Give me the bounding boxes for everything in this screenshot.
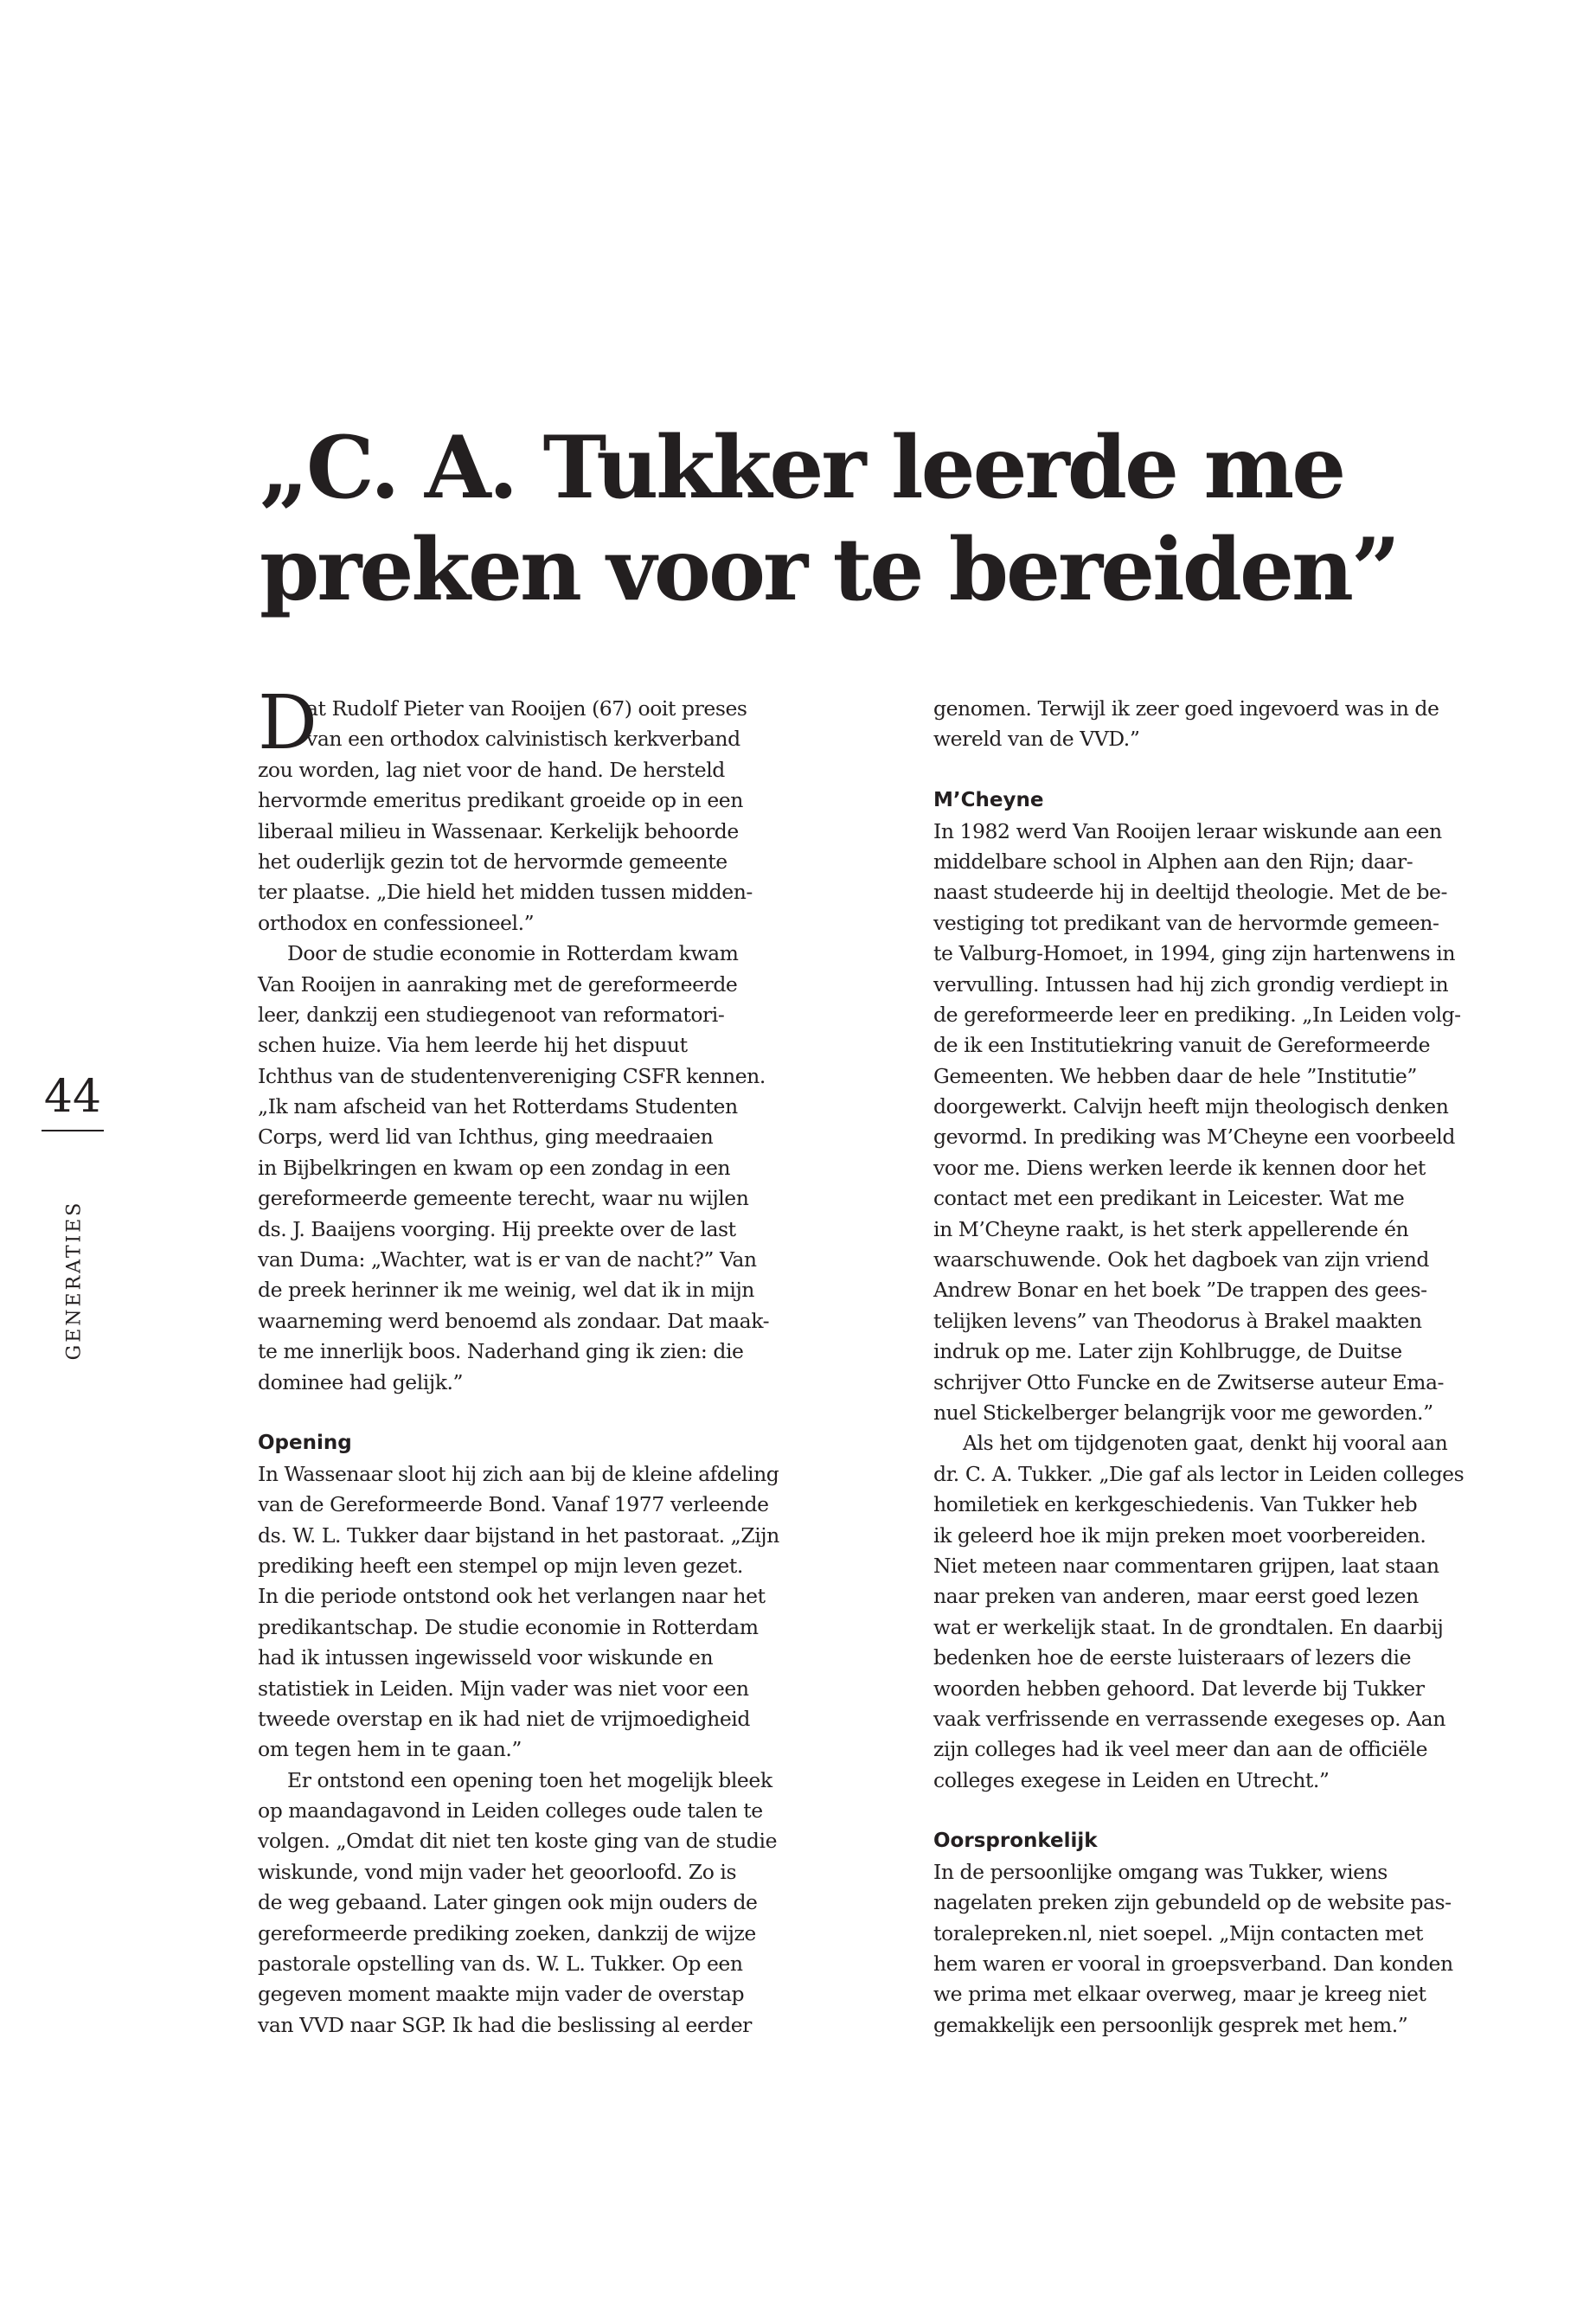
- text-line: leer, dankzij een studiegenoot van reformatori-: [258, 1002, 725, 1027]
- text-line: naar preken van anderen, maar eerst goed lezen: [933, 1584, 1419, 1609]
- text-line: gevormd. In prediking was M’Cheyne een voorbeeld: [933, 1125, 1455, 1150]
- text-line: gegeven moment maakte mijn vader de overstap: [258, 1982, 745, 2007]
- paragraph-gap: [933, 1796, 1461, 1826]
- text-line: schrijver Otto Funcke en de Zwitserse auteur Ema-: [933, 1369, 1445, 1394]
- text-line: de ik een Institutiekring vanuit de Gereformeerde: [933, 1033, 1431, 1058]
- text-line: we prima met elkaar overweg, maar je kreeg niet: [933, 1982, 1426, 2007]
- text-line: zijn colleges had ik veel meer dan aan de officiële: [933, 1737, 1428, 1762]
- text-line: ik geleerd hoe ik mijn preken moet voorbereiden.: [933, 1522, 1426, 1548]
- page-number-divider: [42, 1130, 104, 1131]
- paragraph-gap: [258, 1398, 785, 1428]
- text-line: gereformeerde gemeente terecht, waar nu wijlen: [258, 1186, 749, 1211]
- text-line: ter plaatse. „Die hield het midden tussen midden-: [258, 880, 753, 905]
- text-line: vaak verfrissende en verrassende exegeses op. Aan: [933, 1706, 1445, 1731]
- section-heading: Opening: [258, 1432, 352, 1455]
- text-line: Van Rooijen in aanraking met de gereformeerde: [258, 971, 738, 997]
- text-line: tweede overstap en ik had niet de vrijmoedigheid: [258, 1706, 750, 1731]
- article-title: [260, 417, 1427, 621]
- text-line: op maandagavond in Leiden colleges oude talen te: [258, 1798, 763, 1823]
- text-line: toralepreken.nl, niet soepel. „Mijn contacten met: [933, 1920, 1424, 1945]
- text-line: homiletiek en kerkgeschiedenis. Van Tukker heb: [933, 1492, 1418, 1517]
- section-heading: M’Cheyne: [933, 789, 1044, 812]
- text-line: het ouderlijk gezin tot de hervormde gemeente: [258, 849, 727, 874]
- text-line: vestiging tot predikant van de hervormde gemeen-: [933, 910, 1439, 935]
- text-line: [258, 724, 785, 754]
- text-line-content: van een orthodox calvinistisch kerkverband: [306, 727, 740, 752]
- text-line: Als het om tijdgenoten gaat, denkt hij vooral aan: [963, 1431, 1448, 1456]
- text-line: Gemeenten. We hebben daar de hele ”Institutie”: [933, 1063, 1417, 1088]
- text-line: In Wassenaar sloot hij zich aan bij de kleine afdeling: [258, 1461, 779, 1486]
- text-line: statistiek in Leiden. Mijn vader was niet voor een: [258, 1676, 749, 1701]
- article-title-line: preken voor te bereiden”: [260, 520, 1398, 620]
- text-line: indruk op me. Later zijn Kohlbrugge, de Duitse: [933, 1339, 1402, 1364]
- text-line: orthodox en confessioneel.”: [258, 910, 535, 935]
- text-line: pastorale opstelling van ds. W. L. Tukker. Op een: [258, 1952, 743, 1977]
- text-line: vervulling. Intussen had hij zich grondig verdiept in: [933, 971, 1449, 997]
- text-line: In de persoonlijke omgang was Tukker, wiens: [933, 1859, 1388, 1884]
- paragraph-gap: [933, 755, 1461, 785]
- article-title-line: „C. A. Tukker leerde me: [260, 418, 1344, 518]
- text-line: genomen. Terwijl ik zeer goed ingevoerd was in de: [933, 696, 1439, 721]
- page-number: 44: [43, 1071, 102, 1123]
- text-line: voor me. Diens werken leerde ik kennen door het: [933, 1155, 1426, 1180]
- text-line: liberaal milieu in Wassenaar. Kerkelijk behoorde: [258, 818, 739, 843]
- text-line: In 1982 werd Van Rooijen leraar wiskunde aan een: [933, 818, 1442, 843]
- text-line: de preek herinner ik me weinig, wel dat ik in mijn: [258, 1278, 754, 1303]
- text-line: ds. W. L. Tukker daar bijstand in het pastoraat. „Zijn: [258, 1522, 779, 1548]
- text-line: van VVD naar SGP. Ik had die beslissing al eerder: [258, 2012, 752, 2037]
- text-line: nuel Stickelberger belangrijk voor me geworden.”: [933, 1400, 1433, 1425]
- text-line: de weg gebaand. Later gingen ook mijn ouders de: [258, 1890, 758, 1915]
- text-line: Door de studie economie in Rotterdam kwam: [287, 941, 739, 966]
- text-line-content: at Rudolf Pieter van Rooijen (67) ooit preses: [306, 696, 747, 721]
- text-line: wereld van de VVD.”: [933, 727, 1140, 752]
- text-line: middelbare school in Alphen aan den Rijn; daar-: [933, 849, 1413, 874]
- text-line: om tegen hem in te gaan.”: [258, 1737, 522, 1762]
- text-line: prediking heeft een stempel op mijn leven gezet.: [258, 1553, 743, 1578]
- text-line: naast studeerde hij in deeltijd theologie. Met de be-: [933, 880, 1447, 905]
- text-line: de gereformeerde leer en prediking. „In Leiden volg-: [933, 1002, 1461, 1027]
- text-line: In die periode ontstond ook het verlangen naar het: [258, 1584, 766, 1609]
- text-line: „Ik nam afscheid van het Rotterdams Studenten: [258, 1094, 738, 1119]
- text-line: gereformeerde prediking zoeken, dankzij de wijze: [258, 1920, 756, 1945]
- text-line: waarschuwende. Ook het dagboek van zijn vriend: [933, 1247, 1429, 1272]
- text-line: gemakkelijk een persoonlijk gesprek met hem.”: [933, 2012, 1408, 2037]
- text-line: schen huize. Via hem leerde hij het dispuut: [258, 1033, 688, 1058]
- text-line: van Duma: „Wachter, wat is er van de nacht?” Van: [258, 1247, 757, 1272]
- section-heading: Oorspronkelijk: [933, 1830, 1098, 1853]
- text-line: hem waren er vooral in groepsverband. Dan konden: [933, 1952, 1453, 1977]
- text-line: in Bijbelkringen en kwam op een zondag in een: [258, 1155, 731, 1180]
- text-line: Niet meteen naar commentaren grijpen, laat staan: [933, 1553, 1439, 1578]
- text-line: bedenken hoe de eerste luisteraars of lezers die: [933, 1645, 1412, 1670]
- text-line: telijken levens” van Theodorus à Brakel maakten: [933, 1308, 1422, 1333]
- text-line: Er ontstond een opening toen het mogelijk bleek: [287, 1767, 772, 1792]
- text-line: Ichthus van de studentenvereniging CSFR kennen.: [258, 1063, 766, 1088]
- text-line: colleges exegese in Leiden en Utrecht.”: [933, 1767, 1330, 1792]
- text-line: doorgewerkt. Calvijn heeft mijn theologisch denken: [933, 1094, 1449, 1119]
- text-line: ds. J. Baaijens voorging. Hij preekte over de last: [258, 1216, 736, 1241]
- text-line: woorden hebben gehoord. Dat leverde bij Tukker: [933, 1676, 1425, 1701]
- article-column-left: [258, 680, 785, 2041]
- text-line: in M’Cheyne raakt, is het sterk appellerende én: [933, 1216, 1409, 1241]
- text-line: wat er werkelijk staat. In de grondtalen. En daarbij: [933, 1614, 1444, 1639]
- text-line: wiskunde, vond mijn vader het geoorloofd. Zo is: [258, 1859, 737, 1884]
- text-line: nagelaten preken zijn gebundeld op de website pas-: [933, 1890, 1452, 1915]
- text-line: zou worden, lag niet voor de hand. De hersteld: [258, 757, 725, 782]
- text-line: Corps, werd lid van Ichthus, ging meedraaien: [258, 1125, 714, 1150]
- text-line: Andrew Bonar en het boek ”De trappen des gees-: [933, 1278, 1427, 1303]
- text-line: dominee had gelijk.”: [258, 1369, 464, 1394]
- text-line: contact met een predikant in Leicester. Wat me: [933, 1186, 1405, 1211]
- text-line: waarneming werd benoemd als zondaar. Dat maak-: [258, 1308, 770, 1333]
- text-line: dr. C. A. Tukker. „Die gaf als lector in Leiden colleges: [933, 1461, 1465, 1486]
- text-line: te me innerlijk boos. Naderhand ging ik zien: die: [258, 1339, 744, 1364]
- text-line: volgen. „Omdat dit niet ten koste ging van de studie: [258, 1829, 778, 1854]
- article-column-right: [933, 694, 1465, 2041]
- drop-cap: D: [258, 680, 317, 766]
- text-line: van de Gereformeerde Bond. Vanaf 1977 verleende: [258, 1492, 769, 1517]
- text-line: te Valburg-Homoet, in 1994, ging zijn hartenwens in: [933, 941, 1456, 966]
- text-line: had ik intussen ingewisseld voor wiskunde en: [258, 1645, 714, 1670]
- text-line: predikantschap. De studie economie in Rotterdam: [258, 1614, 759, 1639]
- text-line: hervormde emeritus predikant groeide op in een: [258, 788, 743, 813]
- section-label: GENERATIES: [63, 1200, 86, 1361]
